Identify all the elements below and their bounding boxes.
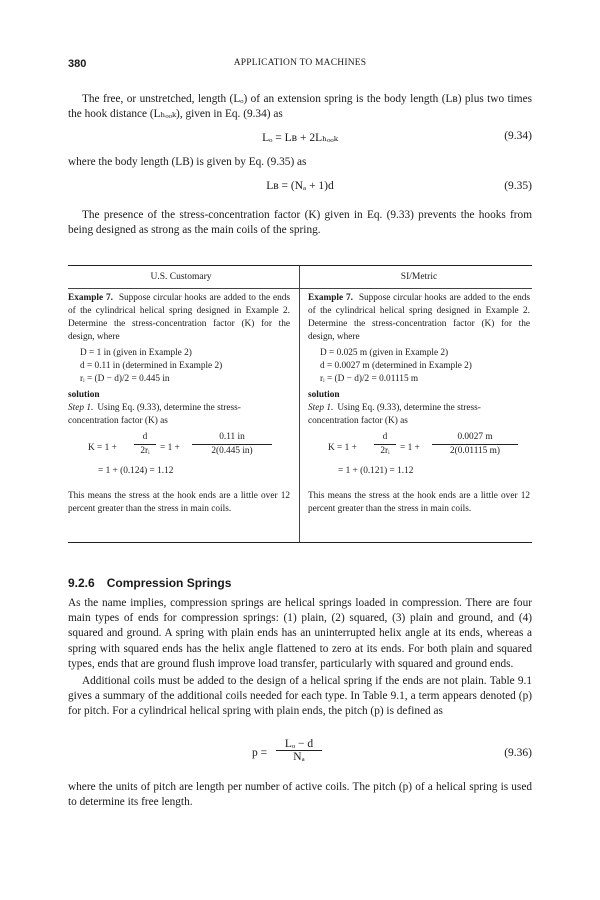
si-k-result: = 1 + (0.121) = 1.12 xyxy=(338,466,414,476)
si-fraction-d-over-2ri xyxy=(374,431,396,458)
us-frac1-denominator: 2rᵢ xyxy=(140,446,150,456)
si-frac1-denominator: 2rᵢ xyxy=(380,446,390,456)
si-fraction-values xyxy=(432,431,518,458)
us-fraction-values xyxy=(192,431,272,458)
us-frac1-numerator: d xyxy=(134,431,156,445)
equation-9-36-lhs: p = xyxy=(252,747,268,759)
si-step-label: Step 1. xyxy=(308,403,334,413)
si-k-equation xyxy=(308,430,530,464)
section-paragraph-3: where the units of pitch are length per number of active coils. The pitch (p) of a helical spring is used to determine its free length. xyxy=(68,781,532,809)
si-k-lhs: K = 1 + xyxy=(328,443,357,453)
si-equals-one-plus: = 1 + xyxy=(400,443,420,453)
us-k-result: = 1 + (0.124) = 1.12 xyxy=(98,466,174,476)
si-frac2-denominator: 2(0.01115 m) xyxy=(450,446,500,456)
section-paragraph-2: Additional coils must be added to the design of a helical spring if the ends are not plain. Table 9.1 gives a summary of the additional coils needed for each type. In Table 9.1, a term appears denoted (p) for pitch. For a cylindrical helical spring with plain ends, the pitch (p) is defined as xyxy=(68,675,532,718)
si-metric-column xyxy=(308,292,530,516)
us-example-statement xyxy=(68,292,290,344)
equation-9-36 xyxy=(68,738,532,774)
us-frac2-denominator: 2(0.445 in) xyxy=(211,446,253,456)
column-divider xyxy=(299,266,300,542)
header-rule xyxy=(68,288,532,289)
us-frac2-numerator: 0.11 in xyxy=(192,431,272,445)
section-paragraph-1: As the name implies, compression springs are helical springs loaded in compression. There are four main types of ends for compression springs: (1) plain, (2) squared, (3) plain and ground, and (4) squared and ground. A spring with plain ends has an uninterrupted helix angle at its ends, whereas a spring with squared ends has the helix angle flattened to zero at its ends. For both plain and squared types, ends that are ground flush improve load transfer, particularly with squared and ground ends. xyxy=(68,597,532,670)
us-closing-statement: This means the stress at the hook ends are a little over 12 percent greater than the stress in main coils. xyxy=(68,491,290,514)
us-given-line: d = 0.11 in (determined in Example 2) xyxy=(80,361,223,371)
si-example-text: Suppose circular hooks are added to the ends of the cylindrical helical spring designed in Example 2. Determine the stress-concentration factor (K) for the design, where xyxy=(308,293,531,342)
section-heading xyxy=(68,576,243,590)
si-step-1 xyxy=(308,402,530,428)
equation-9-35-body: Lʙ = (Nₐ + 1)d xyxy=(266,180,334,192)
equation-9-36-numerator: Lₒ − d xyxy=(276,738,322,751)
equation-9-35-number: (9.35) xyxy=(504,180,532,192)
example-table xyxy=(68,265,532,543)
us-solution-label: solution xyxy=(68,390,100,400)
us-step-label: Step 1. xyxy=(68,403,94,413)
si-solution-label: solution xyxy=(308,390,340,400)
us-equals-one-plus: = 1 + xyxy=(160,443,180,453)
equation-9-34-number: (9.34) xyxy=(504,130,532,142)
si-given-values xyxy=(320,347,530,386)
us-given-line: rᵢ = (D − d)/2 = 0.445 in xyxy=(80,374,170,384)
page-number: 380 xyxy=(68,58,87,70)
us-customary-column xyxy=(68,292,290,516)
equation-9-34-body: Lₒ = Lʙ + 2Lₕₒₒₖ xyxy=(262,132,338,144)
us-example-label: Example 7. xyxy=(68,293,113,303)
si-step-text: Using Eq. (9.33), determine the stress-concentration factor (K) as xyxy=(308,403,481,426)
equation-9-35 xyxy=(68,180,532,196)
si-given-line: d = 0.0027 m (determined in Example 2) xyxy=(320,361,472,371)
equation-9-34 xyxy=(68,130,532,146)
us-example-text: Suppose circular hooks are added to the ends of the cylindrical helical spring designed in Example 2. Determine the stress-concentration factor (K) for the design, where xyxy=(68,293,291,342)
column-header-us-customary: U.S. Customary xyxy=(150,272,212,282)
si-closing-statement: This means the stress at the hook ends are a little over 12 percent greater than the stress in main coils. xyxy=(308,491,530,514)
si-given-line: rᵢ = (D − d)/2 = 0.01115 m xyxy=(320,374,419,384)
us-step-1 xyxy=(68,402,290,428)
column-header-si-metric: SI/Metric xyxy=(400,272,438,282)
equation-9-36-denominator: Nₐ xyxy=(293,751,305,763)
si-example-label: Example 7. xyxy=(308,293,353,303)
us-k-equation xyxy=(68,430,290,464)
si-frac1-numerator: d xyxy=(374,431,396,445)
intro-paragraph-2: where the body length (LB) is given by Eq. (9.35) as xyxy=(68,156,307,168)
si-given-line: D = 0.025 m (given in Example 2) xyxy=(320,348,449,358)
si-frac2-numerator: 0.0027 m xyxy=(432,431,518,445)
equation-9-36-number: (9.36) xyxy=(504,747,532,759)
intro-paragraph-3: The presence of the stress-concentration factor (K) given in Eq. (9.33) prevents the hooks from being designed as strong as the main coils of the spring. xyxy=(68,209,532,237)
intro-paragraph-1: The free, or unstretched, length (Lₒ) of an extension spring is the body length (Lʙ) plus two times the hook distance (Lₕₒₒₖ), given in Eq. (9.34) as xyxy=(68,93,532,121)
equation-9-36-fraction xyxy=(276,738,322,763)
us-k-lhs: K = 1 + xyxy=(88,443,117,453)
us-step-text: Using Eq. (9.33), determine the stress-concentration factor (K) as xyxy=(68,403,241,426)
us-given-line: D = 1 in (given in Example 2) xyxy=(80,348,192,358)
section-number: 9.2.6 xyxy=(68,576,95,590)
section-title: Compression Springs xyxy=(106,576,232,590)
us-fraction-d-over-2ri xyxy=(134,431,156,458)
running-title: APPLICATION TO MACHINES xyxy=(233,58,367,68)
si-example-statement xyxy=(308,292,530,344)
us-given-values xyxy=(80,347,290,386)
running-header xyxy=(68,58,532,72)
